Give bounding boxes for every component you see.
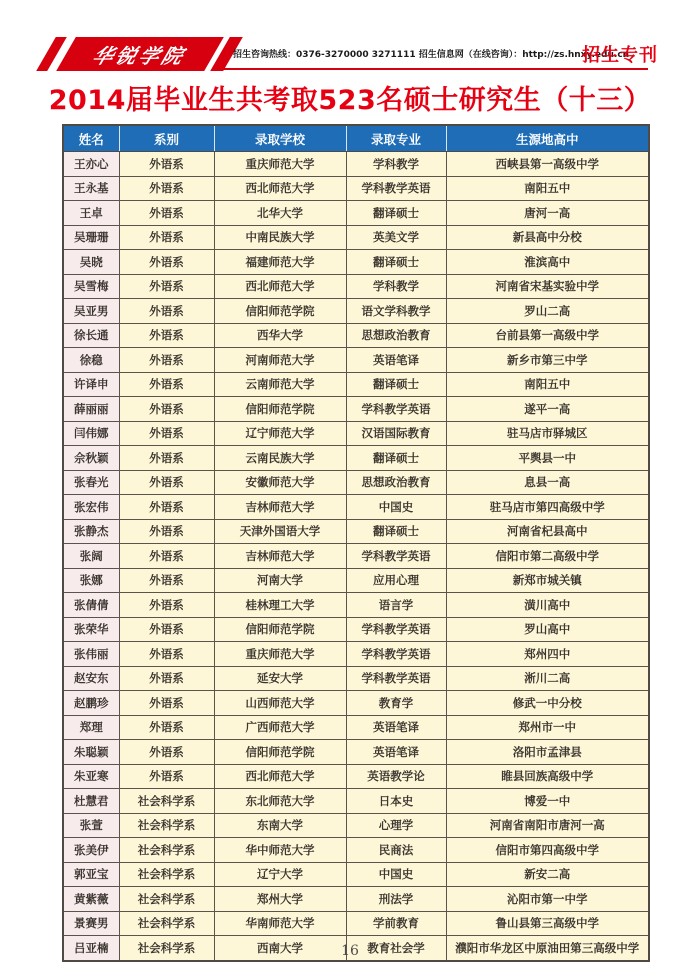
table-row bbox=[63, 593, 649, 618]
table-cell: 外语系 bbox=[119, 323, 214, 348]
admissions-info-line: 招生咨询热线：0376-3270000 3271111 招生信息网（在线咨询）：http://zs.hnxy.edu.cn bbox=[233, 50, 630, 60]
table-cell: 平舆县一中 bbox=[446, 446, 649, 471]
table-cell: 学科教学 bbox=[346, 274, 446, 299]
table-cell: 学科教学英语 bbox=[346, 176, 446, 201]
student-name-cell: 张荣华 bbox=[63, 617, 119, 642]
table-cell: 河南省宋基实验中学 bbox=[446, 274, 649, 299]
table-cell: 汉语国际教育 bbox=[346, 421, 446, 446]
table-cell: 河南大学 bbox=[214, 568, 346, 593]
table-row bbox=[63, 274, 649, 299]
table-cell: 西南大学 bbox=[214, 936, 346, 961]
table-cell: 外语系 bbox=[119, 397, 214, 422]
table-cell: 外语系 bbox=[119, 348, 214, 373]
table-cell: 桂林理工大学 bbox=[214, 593, 346, 618]
student-name-cell: 杜慧君 bbox=[63, 789, 119, 814]
table-cell: 社会科学系 bbox=[119, 813, 214, 838]
student-name-cell: 张春光 bbox=[63, 470, 119, 495]
table-row bbox=[63, 446, 649, 471]
table-cell: 博爱一中 bbox=[446, 789, 649, 814]
table-cell: 英语笔译 bbox=[346, 740, 446, 765]
table-row bbox=[63, 348, 649, 373]
table-cell: 河南省杞县高中 bbox=[446, 519, 649, 544]
table-row bbox=[63, 838, 649, 863]
table-cell: 淮滨高中 bbox=[446, 250, 649, 275]
table-cell: 社会科学系 bbox=[119, 936, 214, 961]
school-logo bbox=[44, 37, 224, 71]
page-title: 2014届毕业生共考取523名硕士研究生（十三） bbox=[48, 85, 652, 116]
special-issue-badge: 招生专刊 bbox=[582, 45, 658, 66]
table-cell: 翻译硕士 bbox=[346, 250, 446, 275]
table-cell: 信阳师范学院 bbox=[214, 299, 346, 324]
table-cell: 翻译硕士 bbox=[346, 446, 446, 471]
student-name-cell: 黄紫薇 bbox=[63, 887, 119, 912]
table-cell: 信阳师范学院 bbox=[214, 740, 346, 765]
student-name-cell: 吴珊珊 bbox=[63, 225, 119, 250]
table-cell: 驻马店市驿城区 bbox=[446, 421, 649, 446]
table-cell: 外语系 bbox=[119, 372, 214, 397]
table-cell: 台前县第一高级中学 bbox=[446, 323, 649, 348]
logo-text: 华锐学院 bbox=[89, 43, 190, 68]
table-cell: 应用心理 bbox=[346, 568, 446, 593]
table-cell: 郑州大学 bbox=[214, 887, 346, 912]
table-cell: 外语系 bbox=[119, 250, 214, 275]
table-cell: 信阳市第四高级中学 bbox=[446, 838, 649, 863]
table-cell: 翻译硕士 bbox=[346, 372, 446, 397]
student-name-cell: 郑理 bbox=[63, 715, 119, 740]
student-name-cell: 赵安东 bbox=[63, 666, 119, 691]
table-cell: 社会科学系 bbox=[119, 789, 214, 814]
table-cell: 郑州四中 bbox=[446, 642, 649, 667]
page-header bbox=[0, 0, 700, 78]
table-cell: 东北师范大学 bbox=[214, 789, 346, 814]
table-cell: 英语笔译 bbox=[346, 348, 446, 373]
student-name-cell: 薛丽丽 bbox=[63, 397, 119, 422]
student-name-cell: 闫伟娜 bbox=[63, 421, 119, 446]
student-name-cell: 张宏伟 bbox=[63, 495, 119, 520]
table-cell: 北华大学 bbox=[214, 201, 346, 226]
table-cell: 外语系 bbox=[119, 593, 214, 618]
table-cell: 思想政治教育 bbox=[346, 323, 446, 348]
table-cell: 外语系 bbox=[119, 764, 214, 789]
table-cell: 华南师范大学 bbox=[214, 911, 346, 936]
column-header: 姓名 bbox=[63, 125, 119, 152]
table-cell: 淅川二高 bbox=[446, 666, 649, 691]
table-row bbox=[63, 299, 649, 324]
table-cell: 新县高中分校 bbox=[446, 225, 649, 250]
student-name-cell: 张倩倩 bbox=[63, 593, 119, 618]
table-cell: 外语系 bbox=[119, 642, 214, 667]
table-row bbox=[63, 397, 649, 422]
table-cell: 信阳师范学院 bbox=[214, 397, 346, 422]
table-cell: 辽宁师范大学 bbox=[214, 421, 346, 446]
table-row bbox=[63, 519, 649, 544]
table-cell: 唐河一高 bbox=[446, 201, 649, 226]
table-cell: 翻译硕士 bbox=[346, 519, 446, 544]
table-row bbox=[63, 740, 649, 765]
page-number: 16 bbox=[341, 943, 359, 959]
table-cell: 驻马店市第四高级中学 bbox=[446, 495, 649, 520]
table-cell: 华中师范大学 bbox=[214, 838, 346, 863]
table-cell: 云南民族大学 bbox=[214, 446, 346, 471]
table-cell: 外语系 bbox=[119, 446, 214, 471]
student-name-cell: 景赛男 bbox=[63, 911, 119, 936]
table-cell: 西峡县第一高级中学 bbox=[446, 152, 649, 177]
table-cell: 翻译硕士 bbox=[346, 201, 446, 226]
table-cell: 学科教学 bbox=[346, 152, 446, 177]
table-cell: 西华大学 bbox=[214, 323, 346, 348]
table-cell: 语文学科教学 bbox=[346, 299, 446, 324]
table-cell: 外语系 bbox=[119, 544, 214, 569]
table-cell: 刑法学 bbox=[346, 887, 446, 912]
column-header: 系别 bbox=[119, 125, 214, 152]
table-cell: 西北师范大学 bbox=[214, 176, 346, 201]
table-cell: 沁阳市第一中学 bbox=[446, 887, 649, 912]
table-cell: 南阳五中 bbox=[446, 372, 649, 397]
table-cell: 外语系 bbox=[119, 715, 214, 740]
table-cell: 信阳师范学院 bbox=[214, 617, 346, 642]
student-name-cell: 赵鹏珍 bbox=[63, 691, 119, 716]
column-header: 录取专业 bbox=[346, 125, 446, 152]
table-cell: 中国史 bbox=[346, 495, 446, 520]
table-cell: 罗山二高 bbox=[446, 299, 649, 324]
table-row bbox=[63, 225, 649, 250]
table-cell: 日本史 bbox=[346, 789, 446, 814]
table-cell: 濮阳市华龙区中原油田第三高级中学 bbox=[446, 936, 649, 961]
table-cell: 外语系 bbox=[119, 274, 214, 299]
table-row bbox=[63, 421, 649, 446]
table-cell: 西北师范大学 bbox=[214, 274, 346, 299]
table-cell: 民商法 bbox=[346, 838, 446, 863]
table-cell: 学科教学英语 bbox=[346, 544, 446, 569]
table-cell: 外语系 bbox=[119, 176, 214, 201]
table-cell: 教育学 bbox=[346, 691, 446, 716]
table-cell: 信阳市第二高级中学 bbox=[446, 544, 649, 569]
student-name-cell: 吴雪梅 bbox=[63, 274, 119, 299]
table-row bbox=[63, 201, 649, 226]
table-cell: 云南师范大学 bbox=[214, 372, 346, 397]
table-cell: 心理学 bbox=[346, 813, 446, 838]
table-cell: 中南民族大学 bbox=[214, 225, 346, 250]
table-cell: 重庆师范大学 bbox=[214, 642, 346, 667]
table-cell: 息县一高 bbox=[446, 470, 649, 495]
student-name-cell: 王卓 bbox=[63, 201, 119, 226]
table-cell: 外语系 bbox=[119, 470, 214, 495]
table-cell: 外语系 bbox=[119, 201, 214, 226]
table-row bbox=[63, 887, 649, 912]
table-cell: 吉林师范大学 bbox=[214, 544, 346, 569]
table-cell: 社会科学系 bbox=[119, 911, 214, 936]
table-cell: 学科教学英语 bbox=[346, 666, 446, 691]
table-cell: 社会科学系 bbox=[119, 862, 214, 887]
student-name-cell: 吴亚男 bbox=[63, 299, 119, 324]
table-cell: 东南大学 bbox=[214, 813, 346, 838]
table-cell: 外语系 bbox=[119, 421, 214, 446]
table-cell: 外语系 bbox=[119, 666, 214, 691]
table-cell: 外语系 bbox=[119, 691, 214, 716]
table-row bbox=[63, 176, 649, 201]
table-row bbox=[63, 691, 649, 716]
student-name-cell: 郭亚宝 bbox=[63, 862, 119, 887]
student-name-cell: 张静杰 bbox=[63, 519, 119, 544]
table-cell: 学科教学英语 bbox=[346, 642, 446, 667]
table-cell: 遂平一高 bbox=[446, 397, 649, 422]
table-cell: 福建师范大学 bbox=[214, 250, 346, 275]
table-cell: 中国史 bbox=[346, 862, 446, 887]
table-cell: 语言学 bbox=[346, 593, 446, 618]
table-cell: 河南省南阳市唐河一高 bbox=[446, 813, 649, 838]
table-cell: 广西师范大学 bbox=[214, 715, 346, 740]
table-cell: 睢县回族高级中学 bbox=[446, 764, 649, 789]
table-cell: 鲁山县第三高级中学 bbox=[446, 911, 649, 936]
table-cell: 吉林师范大学 bbox=[214, 495, 346, 520]
table-cell: 学科教学英语 bbox=[346, 397, 446, 422]
table-cell: 修武一中分校 bbox=[446, 691, 649, 716]
table-cell: 重庆师范大学 bbox=[214, 152, 346, 177]
table-cell: 思想政治教育 bbox=[346, 470, 446, 495]
table-cell: 外语系 bbox=[119, 617, 214, 642]
graduates-table bbox=[62, 124, 650, 962]
table-cell: 外语系 bbox=[119, 495, 214, 520]
header-rule bbox=[214, 68, 648, 70]
table-cell: 新安二高 bbox=[446, 862, 649, 887]
table-cell: 外语系 bbox=[119, 225, 214, 250]
table-cell: 山西师范大学 bbox=[214, 691, 346, 716]
student-name-cell: 许译申 bbox=[63, 372, 119, 397]
table-cell: 外语系 bbox=[119, 519, 214, 544]
table-cell: 英美文学 bbox=[346, 225, 446, 250]
student-name-cell: 徐稳 bbox=[63, 348, 119, 373]
table-cell: 南阳五中 bbox=[446, 176, 649, 201]
table-cell: 英语教学论 bbox=[346, 764, 446, 789]
table-row bbox=[63, 568, 649, 593]
table-cell: 教育社会学 bbox=[346, 936, 446, 961]
table-cell: 洛阳市孟津县 bbox=[446, 740, 649, 765]
table-body bbox=[63, 152, 649, 961]
table-row bbox=[63, 715, 649, 740]
student-name-cell: 张美伊 bbox=[63, 838, 119, 863]
column-header: 录取学校 bbox=[214, 125, 346, 152]
table-cell: 外语系 bbox=[119, 740, 214, 765]
table-row bbox=[63, 911, 649, 936]
logo-banner bbox=[56, 37, 224, 71]
student-name-cell: 朱亚寒 bbox=[63, 764, 119, 789]
table-cell: 外语系 bbox=[119, 299, 214, 324]
table-cell: 学前教育 bbox=[346, 911, 446, 936]
table-row bbox=[63, 323, 649, 348]
table-cell: 新乡市第三中学 bbox=[446, 348, 649, 373]
student-name-cell: 吕亚楠 bbox=[63, 936, 119, 961]
table-cell: 外语系 bbox=[119, 568, 214, 593]
student-name-cell: 朱聪颖 bbox=[63, 740, 119, 765]
table-row bbox=[63, 617, 649, 642]
table-row bbox=[63, 152, 649, 177]
table-cell: 河南师范大学 bbox=[214, 348, 346, 373]
table-row bbox=[63, 666, 649, 691]
table-row bbox=[63, 813, 649, 838]
student-name-cell: 王亦心 bbox=[63, 152, 119, 177]
table-cell: 外语系 bbox=[119, 152, 214, 177]
student-name-cell: 张阔 bbox=[63, 544, 119, 569]
table-row bbox=[63, 642, 649, 667]
table-row bbox=[63, 250, 649, 275]
table-cell: 潢川高中 bbox=[446, 593, 649, 618]
table-cell: 社会科学系 bbox=[119, 838, 214, 863]
student-name-cell: 张萱 bbox=[63, 813, 119, 838]
student-name-cell: 吴晓 bbox=[63, 250, 119, 275]
table-cell: 安徽师范大学 bbox=[214, 470, 346, 495]
table-row bbox=[63, 495, 649, 520]
table-cell: 延安大学 bbox=[214, 666, 346, 691]
table-row bbox=[63, 470, 649, 495]
student-name-cell: 张娜 bbox=[63, 568, 119, 593]
table-header-row bbox=[63, 125, 649, 152]
table-cell: 学科教学英语 bbox=[346, 617, 446, 642]
table-row bbox=[63, 764, 649, 789]
column-header: 生源地高中 bbox=[446, 125, 649, 152]
student-name-cell: 佘秋颖 bbox=[63, 446, 119, 471]
table-row bbox=[63, 544, 649, 569]
table-row bbox=[63, 862, 649, 887]
table-cell: 辽宁大学 bbox=[214, 862, 346, 887]
student-name-cell: 王永基 bbox=[63, 176, 119, 201]
table-cell: 郑州市一中 bbox=[446, 715, 649, 740]
table-cell: 天津外国语大学 bbox=[214, 519, 346, 544]
table-cell: 西北师范大学 bbox=[214, 764, 346, 789]
student-name-cell: 徐长通 bbox=[63, 323, 119, 348]
student-name-cell: 张伟丽 bbox=[63, 642, 119, 667]
table-cell: 社会科学系 bbox=[119, 887, 214, 912]
table-cell: 英语笔译 bbox=[346, 715, 446, 740]
table-row bbox=[63, 789, 649, 814]
table-cell: 罗山高中 bbox=[446, 617, 649, 642]
table-cell: 新郑市城关镇 bbox=[446, 568, 649, 593]
table-row bbox=[63, 372, 649, 397]
